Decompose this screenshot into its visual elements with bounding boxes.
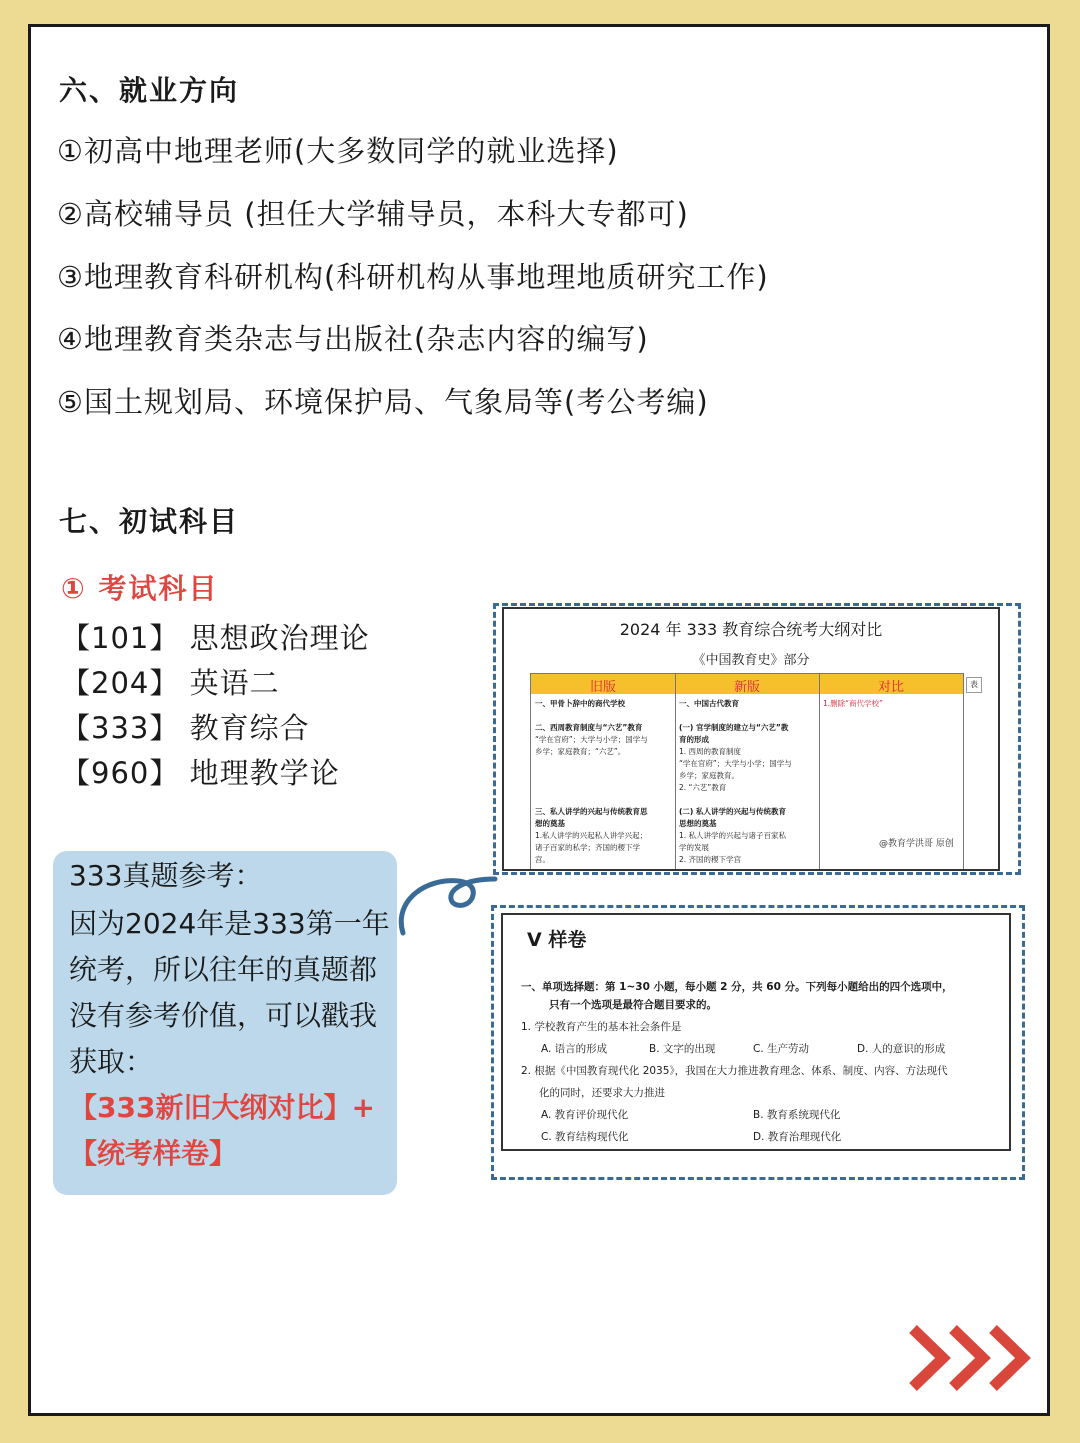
next-arrows-icon [907,1323,1037,1393]
sample-option: D. 人的意识的形成 [857,1043,946,1055]
subject-item: 【960】 地理教学论 [61,756,340,790]
note-line: 没有参考价值，可以戳我 [69,999,378,1032]
curly-connector-icon [395,857,505,937]
outline-doc-subtitle: 《中国教育史》部分 [692,653,810,668]
sample-line: 只有一个选项是最符合题目要求的。 [549,999,717,1011]
compare-note: 1.删除“商代学校” [823,699,883,708]
old-line: 诸子百家的私学；齐国的稷下学 [535,843,640,852]
new-line: (一) 官学制度的建立与“六艺”教 [679,723,789,732]
exam-heading: 七、初试科目 [59,505,240,538]
employment-heading: 六、就业方向 [59,74,240,107]
new-line: 思想的奠基 [679,819,717,828]
outline-table [530,673,964,871]
old-column [535,698,648,866]
sample-option: A. 教育评价现代化 [541,1109,629,1121]
new-line: 2. “六艺”教育 [679,783,727,792]
note-box [53,851,397,1195]
employment-item: ③地理教育科研机构(科研机构从事地理地质研究工作) [57,260,769,294]
new-line: 1. 私人讲学的兴起与诸子百家私 [679,831,787,840]
new-line: 乡学；家庭教育。 [679,771,739,780]
subject-item: 【333】 教育综合 [61,711,310,745]
new-line: 学的发展 [679,843,709,852]
new-line: 1. 西周的教育制度 [679,747,742,756]
new-column [679,698,792,866]
sample-line: 1. 学校教育产生的基本社会条件是 [521,1021,682,1033]
employment-item: ⑤国土规划局、环境保护局、气象局等(考公考编) [57,385,709,419]
exam-subheading: ① 考试科目 [61,572,219,605]
note-highlight: 【统考样卷】 [69,1137,238,1170]
old-line: 三、私人讲学的兴起与传统教育思 [535,807,648,816]
table-icon: 表 [966,677,982,693]
note-highlight: 【333新旧大纲对比】+ [69,1091,375,1124]
sample-option: A. 语言的形成 [541,1043,608,1055]
sample-line: 2. 根据《中国教育现代化 2035》，我国在大力推进教育理念、体系、制度、内容、方法现代 [521,1065,948,1077]
employment-item: ④地理教育类杂志与出版社(杂志内容的编写) [57,322,649,356]
sample-option: D. 教育治理现代化 [753,1131,842,1143]
old-line: 1.私人讲学的兴起私人讲学兴起； [535,831,648,840]
content-card [28,24,1050,1416]
new-line: “学在官府”；大学与小学；国学与 [679,759,792,768]
new-line: 育的形成 [679,735,709,744]
old-line: 一、甲骨卜辞中的商代学校 [535,699,625,708]
sample-option: C. 教育结构现代化 [541,1131,629,1143]
sample-option: B. 文字的出现 [649,1043,716,1055]
sample-option: B. 教育系统现代化 [753,1109,841,1121]
sample-line: 一、单项选择题：第 1~30 小题，每小题 2 分，共 60 分。下列每小题给出的四个选项中， [521,981,953,993]
sample-option: C. 生产劳动 [753,1043,810,1055]
sample-doc [501,913,1011,1151]
sample-line: 化的同时，还要求大力推进 [539,1087,665,1099]
subject-item: 【204】 英语二 [61,666,280,700]
old-line: 想的奠基 [535,819,565,828]
table-divider [819,674,820,870]
employment-item: ①初高中地理老师(大多数同学的就业选择) [57,134,619,168]
old-line: 二、西周教育制度与“六艺”教育 [535,723,643,732]
note-line: 获取： [69,1045,154,1078]
old-line: 宫。 [535,855,550,864]
note-line: 因为2024年是333第一年 [69,907,390,940]
new-line: 2. 齐国的稷下学宫 [679,855,742,864]
table-header-cell: 新版 [733,680,760,695]
subject-item: 【101】 思想政治理论 [61,621,370,655]
new-line: (二) 私人讲学的兴起与传统教育 [679,807,786,816]
old-line: “学在官府”；大学与小学；国学与 [535,735,648,744]
note-line: 统考，所以往年的真题都 [69,953,378,986]
watermark: @教育学洪哥 原创 [879,839,954,849]
table-header-cell: 旧版 [589,680,616,695]
new-line: 一、中国古代教育 [679,699,739,708]
table-header-cell: 对比 [877,680,904,695]
note-title: 333真题参考： [69,859,263,892]
sample-doc-title: V 样卷 [527,929,587,951]
employment-item: ②高校辅导员 (担任大学辅导员，本科大专都可) [57,197,689,231]
outline-doc [502,607,1000,871]
outline-doc-title: 2024 年 333 教育综合统考大纲对比 [619,620,883,639]
table-divider [675,674,676,870]
old-line: 乡学；家庭教育；“六艺”。 [535,747,626,756]
